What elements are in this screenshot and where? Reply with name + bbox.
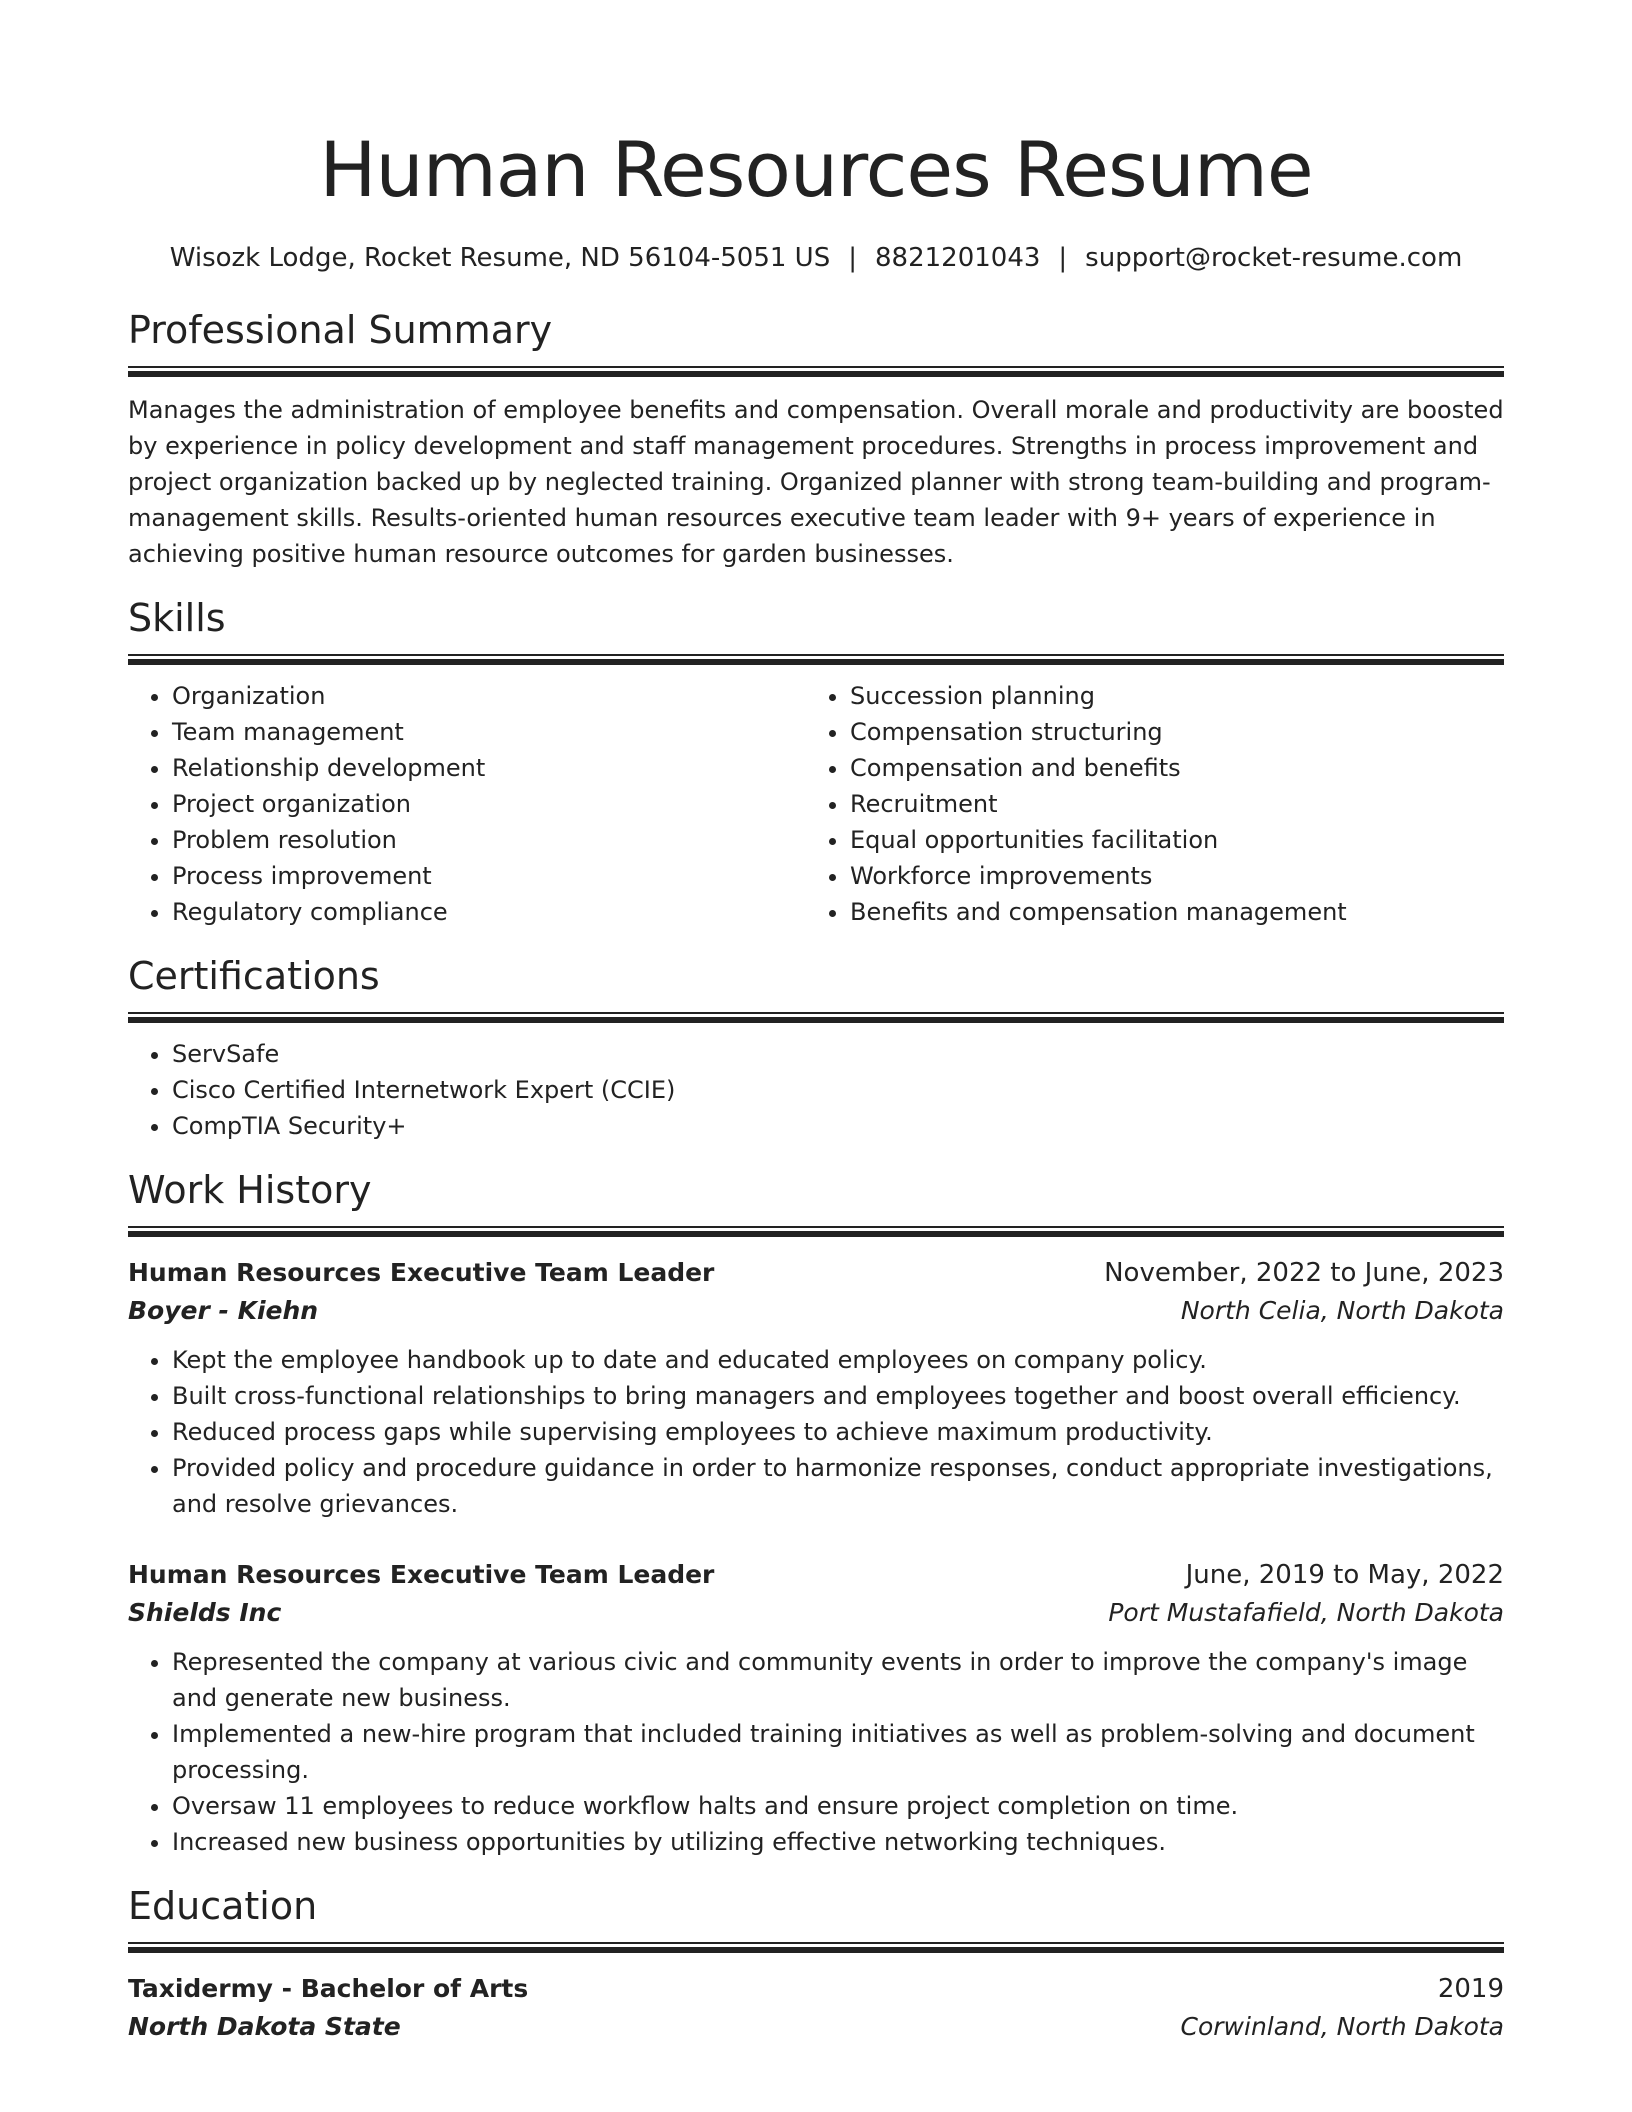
job-header <box>128 1254 1504 1292</box>
summary-section <box>128 306 1504 572</box>
work-history-section <box>128 1166 1504 1860</box>
education-section <box>128 1882 1504 2046</box>
skill-item: • Benefits and compensation management <box>850 894 1484 930</box>
skill-item: • Compensation structuring <box>850 714 1484 750</box>
skills-list-left <box>128 678 806 930</box>
skills-heading: Skills <box>128 596 226 640</box>
section-divider <box>128 1012 1504 1022</box>
education-degree: Taxidermy - Bachelor of Arts <box>128 1974 529 2003</box>
education-year: 2019 <box>1437 1974 1504 2004</box>
section-divider <box>128 1226 1504 1236</box>
job-header <box>128 1556 1504 1594</box>
job-location: Port Mustafafield, North Dakota <box>1108 1598 1504 1627</box>
education-header <box>128 1970 1504 2008</box>
job-subheader <box>128 1594 1504 1632</box>
education-school: North Dakota State <box>128 2012 401 2041</box>
skill-item: • Organization <box>172 678 806 714</box>
education-subheader <box>128 2008 1504 2046</box>
education-location: Corwinland, North Dakota <box>1180 2012 1504 2041</box>
job-bullet: • Oversaw 11 employees to reduce workflow halts and ensure project completion on time. <box>172 1788 1504 1824</box>
job-dates: June, 2019 to May, 2022 <box>1185 1560 1504 1590</box>
contact-separator: | <box>848 243 857 273</box>
skill-item: • Compensation and benefits <box>850 750 1484 786</box>
certifications-section <box>128 952 1504 1144</box>
contact-address: Wisozk Lodge, Rocket Resume, ND 56104-5051 US <box>169 243 831 273</box>
skill-item: • Regulatory compliance <box>172 894 806 930</box>
contact-separator: | <box>1058 243 1068 273</box>
contact-phone: 8821201043 <box>874 243 1041 273</box>
job-bullets <box>128 1644 1504 1860</box>
job-bullet: • Kept the employee handbook up to date and educated employees on company policy. <box>172 1342 1504 1378</box>
section-divider <box>128 366 1504 376</box>
skill-item: • Process improvement <box>172 858 806 894</box>
skill-item: • Recruitment <box>850 786 1484 822</box>
job-bullet: • Built cross-functional relationships to bring managers and employees together and boost overall efficiency. <box>172 1378 1504 1414</box>
certification-item: • ServSafe <box>172 1036 1504 1072</box>
certification-item: • Cisco Certified Internetwork Expert (CCIE) <box>172 1072 1504 1108</box>
job-entry <box>128 1556 1504 1860</box>
job-company: Shields Inc <box>128 1598 282 1627</box>
skill-item: • Team management <box>172 714 806 750</box>
resume-title: Human Resources Resume <box>319 125 1313 214</box>
job-location: North Celia, North Dakota <box>1180 1296 1504 1325</box>
education-entry <box>128 1970 1504 2046</box>
work-history-heading: Work History <box>128 1168 372 1212</box>
skills-list-right <box>806 678 1484 930</box>
certifications-heading: Certifications <box>128 954 380 998</box>
summary-text: Manages the administration of employee benefits and compensation. Overall morale and productivity are boosted by experience in policy development and staff management procedures. Strengths in process improvement and project organization backed up by neglected training. Organized planner with strong team-building and program-management skills. Results-oriented human resources executive team leader with 9+ years of experience in achieving positive human resource outcomes for garden businesses. <box>128 396 1504 568</box>
certifications-list <box>128 1036 1504 1144</box>
skill-item: • Problem resolution <box>172 822 806 858</box>
job-bullet: • Reduced process gaps while supervising employees to achieve maximum productivity. <box>172 1414 1504 1450</box>
job-bullet: • Provided policy and procedure guidance in order to harmonize responses, conduct appropriate investigations, and resolve grievances. <box>172 1450 1504 1522</box>
section-divider <box>128 654 1504 664</box>
skills-section <box>128 594 1504 930</box>
skill-item: • Workforce improvements <box>850 858 1484 894</box>
job-subheader <box>128 1292 1504 1330</box>
summary-heading: Professional Summary <box>128 308 553 352</box>
section-divider <box>128 1942 1504 1952</box>
job-bullet: • Represented the company at various civic and community events in order to improve the company's image and generate new business. <box>172 1644 1504 1716</box>
job-bullets <box>128 1342 1504 1522</box>
skill-item: • Equal opportunities facilitation <box>850 822 1484 858</box>
job-dates: November, 2022 to June, 2023 <box>1104 1258 1504 1288</box>
education-heading: Education <box>128 1884 318 1928</box>
skill-item: • Succession planning <box>850 678 1484 714</box>
skills-grid <box>128 678 1504 930</box>
contact-email: support@rocket-resume.com <box>1085 243 1463 273</box>
job-entry <box>128 1254 1504 1522</box>
skill-item: • Relationship development <box>172 750 806 786</box>
skill-item: • Project organization <box>172 786 806 822</box>
contact-line <box>128 240 1504 276</box>
certification-item: • CompTIA Security+ <box>172 1108 1504 1144</box>
job-title: Human Resources Executive Team Leader <box>128 1560 715 1589</box>
job-title: Human Resources Executive Team Leader <box>128 1258 715 1287</box>
job-company: Boyer - Kiehn <box>128 1296 319 1325</box>
job-bullet: • Increased new business opportunities by utilizing effective networking techniques. <box>172 1824 1504 1860</box>
job-bullet: • Implemented a new-hire program that included training initiatives as well as problem-solving and document processing. <box>172 1716 1504 1788</box>
